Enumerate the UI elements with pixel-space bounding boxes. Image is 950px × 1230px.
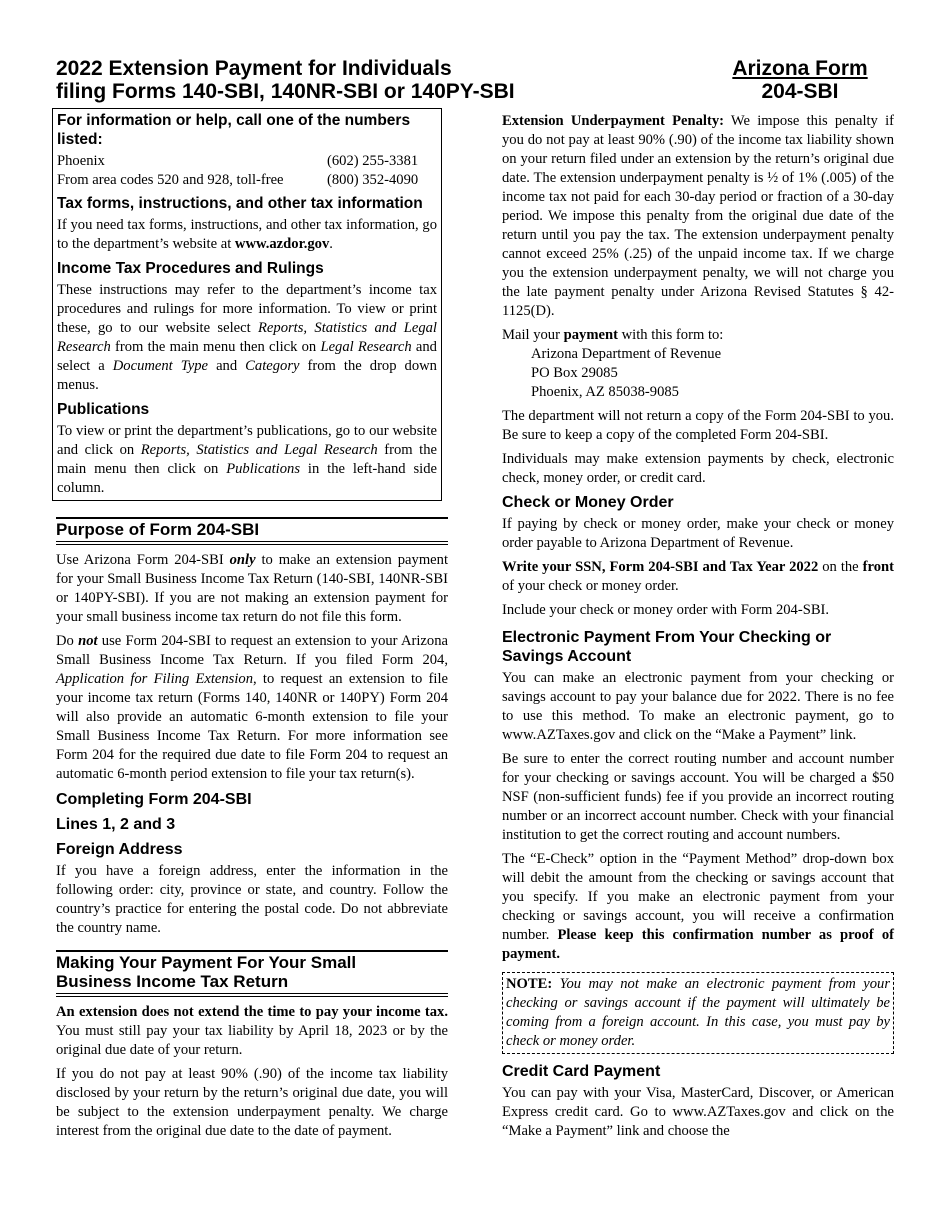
epay-p3: The “E-Check” option in the “Payment Method” drop-down box will debit the amount from the checking or savings account that you specify. If you make an electronic payment from your checking or savings account, you will receive a confirmation number. Please keep this confirmation number as proof of payment. — [502, 851, 894, 962]
tax-forms-text: If you need tax forms, instructions, and other tax information, go to the department’s website at www.azdor.gov. — [57, 217, 437, 252]
mail-instruction: Mail your payment with this form to: — [502, 327, 724, 343]
making-payment-p2: If you do not pay at least 90% (.90) of the income tax liability disclosed by your return by the return’s original due date, you will be subject to the extension underpayment penalty. We charge interest from the original due date to the date of payment. — [56, 1066, 448, 1139]
form-title — [56, 57, 515, 103]
completing-heading: Completing Form 204-SBI — [56, 791, 252, 808]
foreign-address-text: If you have a foreign address, enter the information in the following order: city, province or state, and country. Follow the country’s practice for entering the postal code. Do not abbreviate the country name. — [56, 863, 448, 936]
phone-row-phoenix — [57, 152, 437, 171]
phone-label: From area codes 520 and 928, toll-free — [57, 172, 284, 188]
publications-heading: Publications — [57, 401, 150, 418]
making-payment-section — [56, 950, 448, 1141]
epay-p1: You can make an electronic payment from your checking or savings account to pay your balance due for 2022. There is no fee to use this method. To make an electronic payment, go to www.AZTaxes.gov and click on the “Make a Payment” link. — [502, 670, 894, 743]
right-column — [502, 112, 894, 1146]
info-box — [52, 108, 442, 501]
credit-card-text: You can pay with your Visa, MasterCard, Discover, or American Express credit card. Go to www.AZTaxes.gov and click on the “Make a Payment” link and choose the — [502, 1085, 894, 1139]
form-number: 204-SBI — [761, 80, 839, 103]
left-column — [56, 108, 448, 1146]
form-id — [720, 57, 880, 103]
tax-forms-heading: Tax forms, instructions, and other tax information — [57, 195, 423, 212]
credit-card-heading: Credit Card Payment — [502, 1063, 661, 1080]
form-label: Arizona Form — [732, 57, 868, 80]
procedures-heading: Income Tax Procedures and Rulings — [57, 260, 324, 277]
making-payment-heading: Making Your Payment For Your Small Business Income Tax Return — [56, 953, 448, 994]
making-payment-p1: An extension does not extend the time to pay your income tax. You must still pay your tax liability by April 18, 2023 or by the original due date of your return. — [56, 1004, 448, 1058]
check-heading: Check or Money Order — [502, 494, 674, 511]
phone-number: (602) 255-3381 — [327, 153, 419, 169]
publications-text: To view or print the department’s publications, go to our website and click on Reports, Statistics and Legal Research from the main menu then click on Publications in the left-hand side column. — [57, 423, 437, 496]
form-title-line1: 2022 Extension Payment for Individuals — [56, 57, 452, 80]
info-heading: For information or help, call one of the numbers listed: — [57, 112, 411, 148]
form-title-line2: filing Forms 140-SBI, 140NR-SBI or 140PY-SBI — [56, 80, 515, 103]
purpose-heading: Purpose of Form 204-SBI — [56, 520, 448, 542]
check-p3: Include your check or money order with Form 204-SBI. — [502, 602, 830, 618]
check-p1: If paying by check or money order, make your check or money order payable to Arizona Department of Revenue. — [502, 516, 894, 551]
copy-text: The department will not return a copy of the Form 204-SBI to you. Be sure to keep a copy of the completed Form 204-SBI. — [502, 408, 894, 443]
check-p2: Write your SSN, Form 204-SBI and Tax Year 2022 on the front of your check or money order. — [502, 559, 894, 594]
purpose-section — [56, 517, 448, 938]
phone-row-tollfree — [57, 171, 437, 190]
lines-heading: Lines 1, 2 and 3 — [56, 816, 176, 833]
epay-heading: Electronic Payment From Your Checking or Savings Account — [502, 629, 832, 665]
purpose-p2: Do not use Form 204-SBI to request an extension to your Arizona Small Business Income Tax Return. If you filed Form 204, Application for Filing Extension, to request an extension to file your income tax return (Forms 140, 140NR or 140PY) Form 204 will also provide an automatic 6-month extension to file your Small Business Income Tax Return. For more information see Form 204 for the required due date to file Form 204 to request an automatic 6-month period extension to file your tax return(s). — [56, 633, 448, 782]
foreign-account-note: NOTE: You may not make an electronic payment from your checking or savings account if the payment will ultimately be coming from a foreign account. In this case, you must pay by check or money order. — [502, 972, 894, 1054]
methods-text: Individuals may make extension payments by check, electronic check, money order, or credit card. — [502, 451, 894, 486]
penalty-text: Extension Underpayment Penalty: We impose this penalty if you do not pay at least 90% (.90) of the income tax liability shown on your return filed under an extension by the return’s original due date. The extension underpayment penalty is ½ of 1% (.005) of the income tax not paid for each 30-day period or fraction of a 30-day period. We impose this penalty from the original due date of the return until you pay the tax. The extension underpayment penalty cannot exceed 25% (.25) of the unpaid income tax. If we charge you the extension underpayment penalty, we will not charge you the late payment penalty under Arizona Revised Statutes § 42-1125(D). — [502, 113, 894, 319]
purpose-p1: Use Arizona Form 204-SBI only to make an extension payment for your Small Business Income Tax Return (140-SBI, 140NR-SBI or 140PY-SBI). If you are not making an extension payment for your small business income tax return do not file this form. — [56, 552, 449, 625]
phone-number: (800) 352-4090 — [327, 172, 419, 188]
foreign-address-heading: Foreign Address — [56, 841, 183, 858]
mailing-address: Arizona Department of Revenue PO Box 29085 Phoenix, AZ 85038-9085 — [531, 346, 722, 400]
phone-label: Phoenix — [57, 153, 105, 169]
procedures-text: These instructions may refer to the department’s income tax procedures and rulings for more information. To view or print these, go to our website select Reports, Statistics and Legal Research from the main menu then click on Legal Research and select a Document Type and Category from the drop down menus. — [57, 282, 437, 393]
azdor-link[interactable]: www.azdor.gov — [234, 236, 330, 252]
epay-p2: Be sure to enter the correct routing number and account number for your checking or savings account. You will be charged a $50 NSF (non-sufficient funds) fee if you provide an incorrect routing number or an incorrect account number. Check with your financial institution to get the correct routing and account numbers. — [502, 751, 894, 843]
